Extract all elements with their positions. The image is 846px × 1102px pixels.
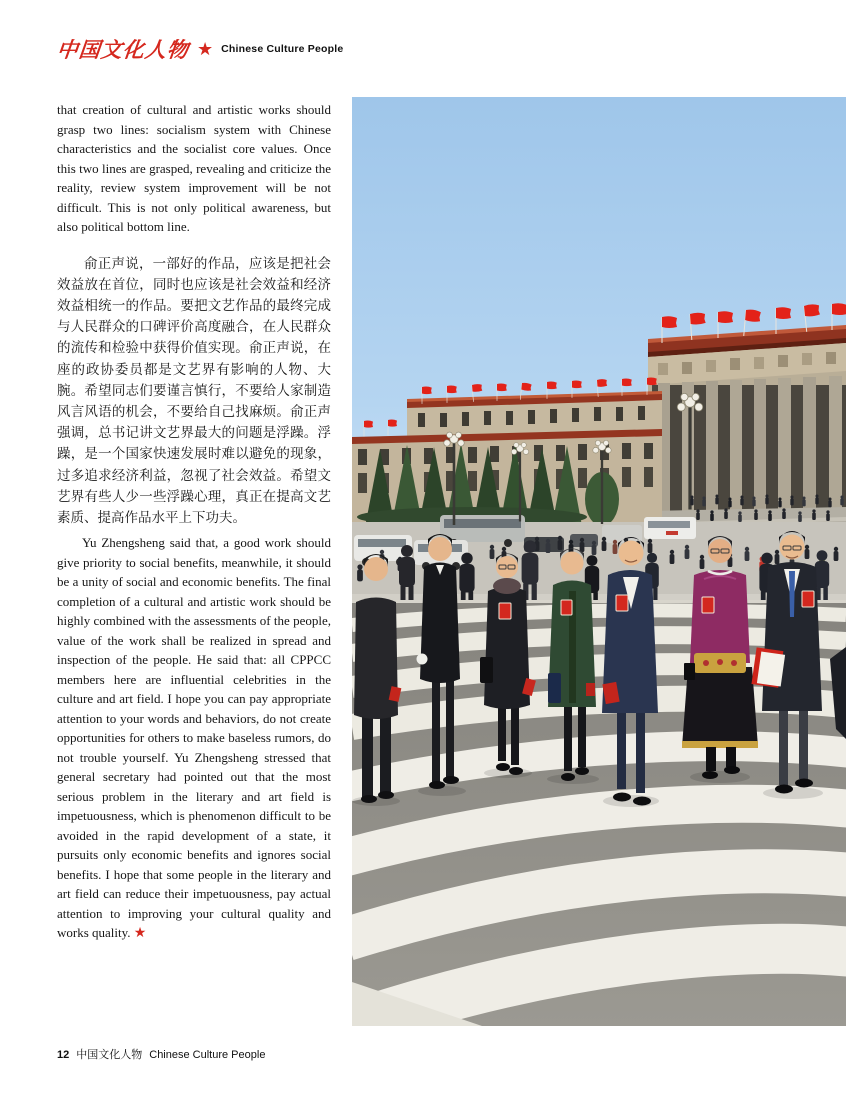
page-number: 12 bbox=[57, 1049, 70, 1061]
footer-title-english: Chinese Culture People bbox=[149, 1049, 266, 1061]
paragraph-english-2-text: Yu Zhengsheng said that, a good work should give priority to social benefits, meanwhile, it should be a unity of social and economic benefits. The final completion of a cultural and artistic work should be highly combined with the assessments of the people, value of the work shall be realized in spread and inspection of the people. He said that: all CPPCC members here are influential celebrities in the culture and art field. I hope you can pay appropriate attention to your words and behaviors, do not create opportunities for others to make baseless rumors, do not trouble yourself. Yu Zhengsheng stressed that general secretary had pointed out that the most serious problem in the literary and art field is impetuousness, which is phenomenon difficult to be avoided in the rapid development of a state, it pursuits only economic benefits and ignores social benefits. I hope that some people in the literary and art field can reduce their impetuousness, pay actual attention to improving your cultural quality and works quality. bbox=[57, 535, 331, 941]
paragraph-chinese: 俞正声说，一部好的作品，应该是把社会效益放在首位，同时也应该是社会效益和经济效益相统一的作品。要把文艺作品的最终完成与人民群众的口碑评价高度融合，在人民群众的流传和检验中获得价值实现。俞正声说，在座的政协委员都是文艺界有影响的人物、大腕。希望同志们要谨言慎行，不要给人家制造风言风语的机会，不要给自己找麻烦。俞正声强调，总书记讲文艺界最大的问题是浮躁。浮躁，是一个国家快速发展时难以避免的现象，过多追求经济利益，忽视了社会效益。希望文艺界有些人少一些浮躁心理，真正在提高文艺素质、提高作品水平上下功夫。 bbox=[57, 255, 331, 526]
page-footer bbox=[57, 1046, 265, 1062]
photo-illustration bbox=[352, 97, 846, 1026]
article-end-star-icon: ★ bbox=[133, 925, 147, 942]
brand-logo-chinese: 中国文化人物 bbox=[55, 37, 191, 62]
paragraph-english-2 bbox=[57, 533, 331, 944]
paragraph-english-1: that creation of cultural and artistic works should grasp two lines: socialism system with Chinese characteristics and the socialist core values. Once this two lines are grasped, revealing and criticize the reality, review system improvement will be not difficult. This is not only political awareness, but also political bottom line. bbox=[57, 102, 331, 234]
red-star-icon: ★ bbox=[197, 39, 214, 59]
footer-title-chinese: 中国文化人物 bbox=[76, 1049, 143, 1061]
brand-logo-english: Chinese Culture People bbox=[221, 43, 344, 55]
magazine-brand bbox=[57, 34, 343, 64]
article-text-column bbox=[57, 100, 331, 944]
news-photo bbox=[352, 97, 846, 1026]
